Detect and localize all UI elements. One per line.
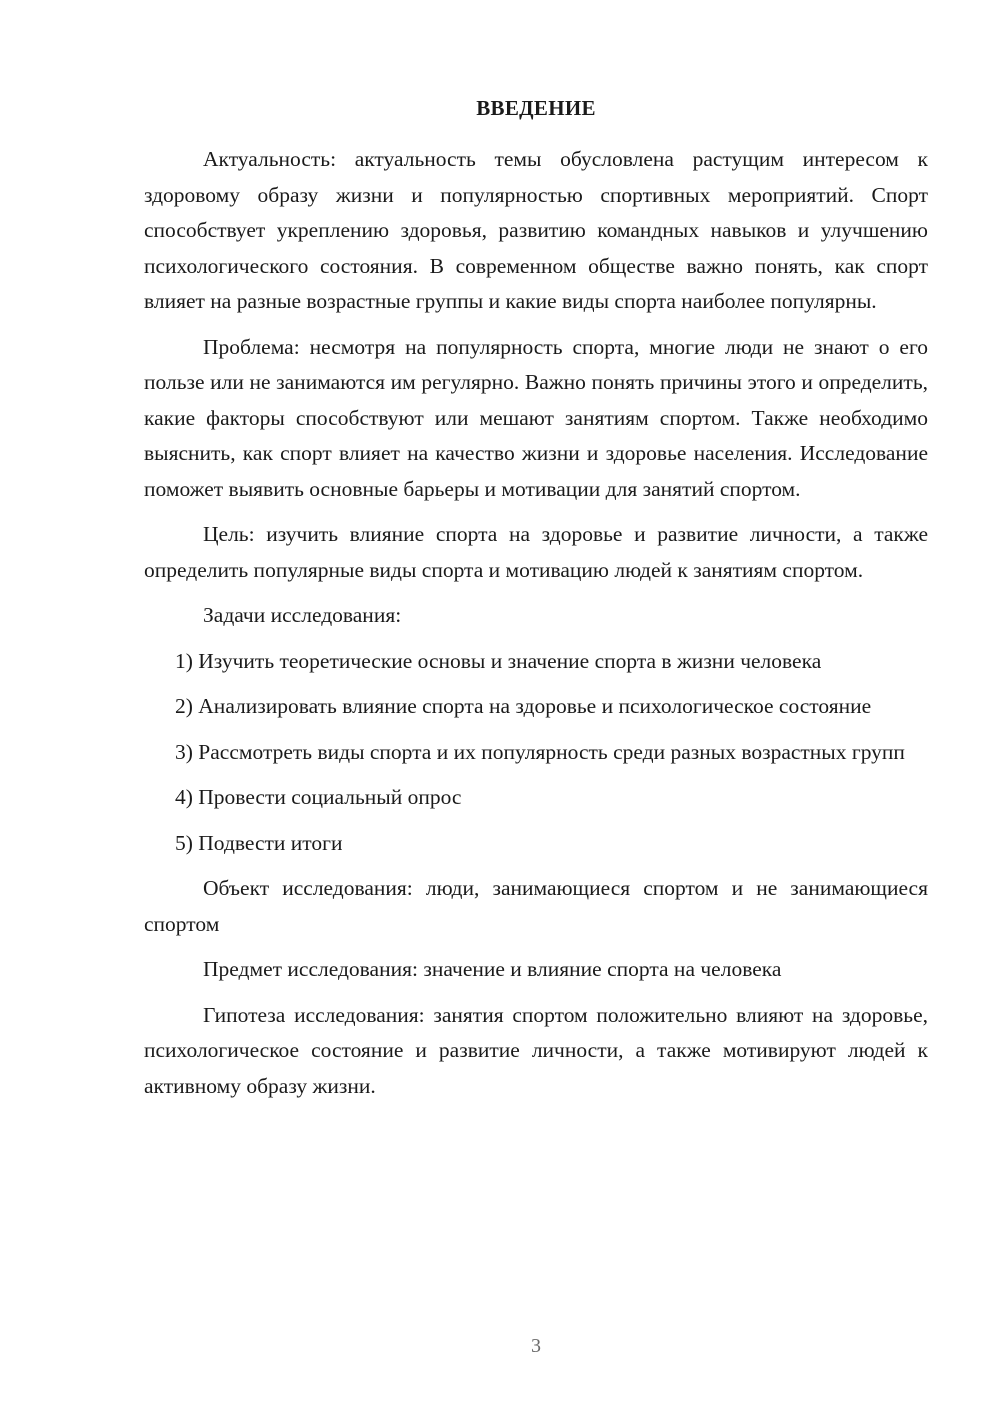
subject-paragraph: Предмет исследования: значение и влияние спорта на человека (203, 957, 782, 981)
task-item-5: 5) Подвести итоги (175, 830, 343, 855)
page-title: ВВЕДЕНИЕ (476, 96, 596, 120)
page-number: 3 (531, 1335, 541, 1357)
goal-paragraph: Цель: изучить влияние спорта на здоровье и развитие личности, а также определить популярные виды спорта и мотивацию людей к занятиям спортом. (144, 522, 928, 582)
task-item-1: 1) Изучить теоретические основы и значение спорта в жизни человека (175, 648, 822, 673)
tasks-heading: Задачи исследования: (203, 603, 402, 627)
document-body (144, 142, 928, 1114)
problem-paragraph: Проблема: несмотря на популярность спорта, многие люди не знают о его пользе или не занимаются им регулярно. Важно понять причины этого и определить, какие факторы способствуют или мешают занятиям спортом. Также необходимо выяснить, как спорт влияет на качество жизни и здоровье населения. Исследование поможет выявить основные барьеры и мотивации для занятий спортом. (144, 334, 928, 501)
task-item-2: 2) Анализировать влияние спорта на здоровье и психологическое состояние (175, 694, 872, 718)
object-paragraph: Объект исследования: люди, занимающиеся спортом и не занимающиеся спортом (144, 876, 928, 936)
hypothesis-paragraph: Гипотеза исследования: занятия спортом положительно влияют на здоровье, психологическое состояние и развитие личности, а также мотивируют людей к активному образу жизни. (144, 1002, 928, 1098)
task-item-3: 3) Рассмотреть виды спорта и их популярность среди разных возрастных групп (175, 739, 905, 764)
task-item-4: 4) Провести социальный опрос (175, 785, 462, 809)
relevance-paragraph: Актуальность: актуальность темы обусловлена растущим интересом к здоровому образу жизни и популярностью спортивных мероприятий. Спорт способствует укреплению здоровья, развитию командных навыков и улучшению психологического состояния. В современном обществе важно понять, как спорт влияет на разные возрастные группы и какие виды спорта наиболее популярны. (144, 147, 928, 313)
